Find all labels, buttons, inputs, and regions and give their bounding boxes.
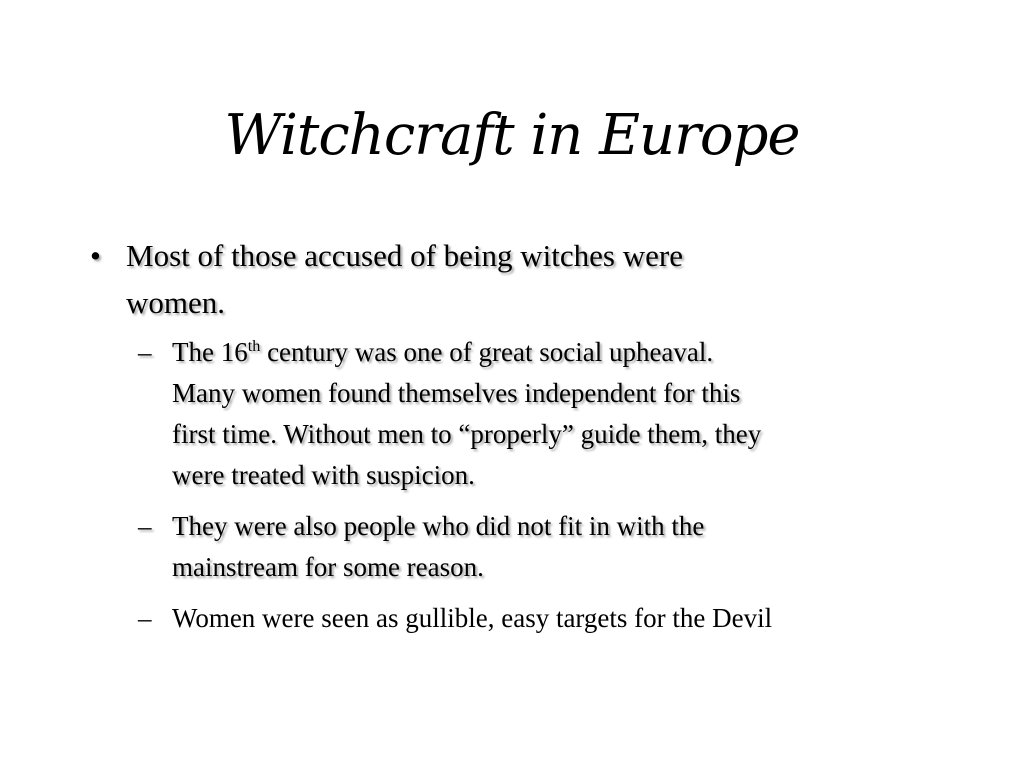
bullet-text-line: women. — [126, 285, 226, 320]
sub-text-fragment: century was one of great social upheaval. — [260, 337, 714, 367]
bullet-point — [88, 232, 948, 326]
dash-icon: – — [138, 337, 152, 367]
sub-text-line — [172, 332, 948, 373]
dash-icon: – — [138, 511, 152, 541]
bullet-text-line: Most of those accused of being witches were — [126, 238, 683, 273]
sub-text-line: Many women found themselves independent for this — [172, 378, 741, 408]
sub-point — [88, 598, 948, 639]
ordinal-superscript: th — [247, 337, 261, 355]
bullet-dot-icon: • — [90, 238, 101, 273]
sub-point — [88, 506, 948, 588]
sub-text-line: They were also people who did not fit in with the — [172, 511, 705, 541]
sub-text-fragment: The 16 — [172, 337, 248, 367]
slide-title: Witchcraft in Europe — [224, 103, 800, 168]
sub-text-line: Women were seen as gullible, easy targets for the Devil — [172, 603, 773, 633]
sub-point — [88, 332, 948, 496]
sub-text-line: mainstream for some reason. — [172, 552, 484, 582]
sub-text-line: first time. Without men to “properly” guide them, they — [172, 419, 762, 449]
slide-content — [88, 232, 948, 639]
sub-text-line: were treated with suspicion. — [172, 460, 475, 490]
dash-icon: – — [138, 603, 152, 633]
